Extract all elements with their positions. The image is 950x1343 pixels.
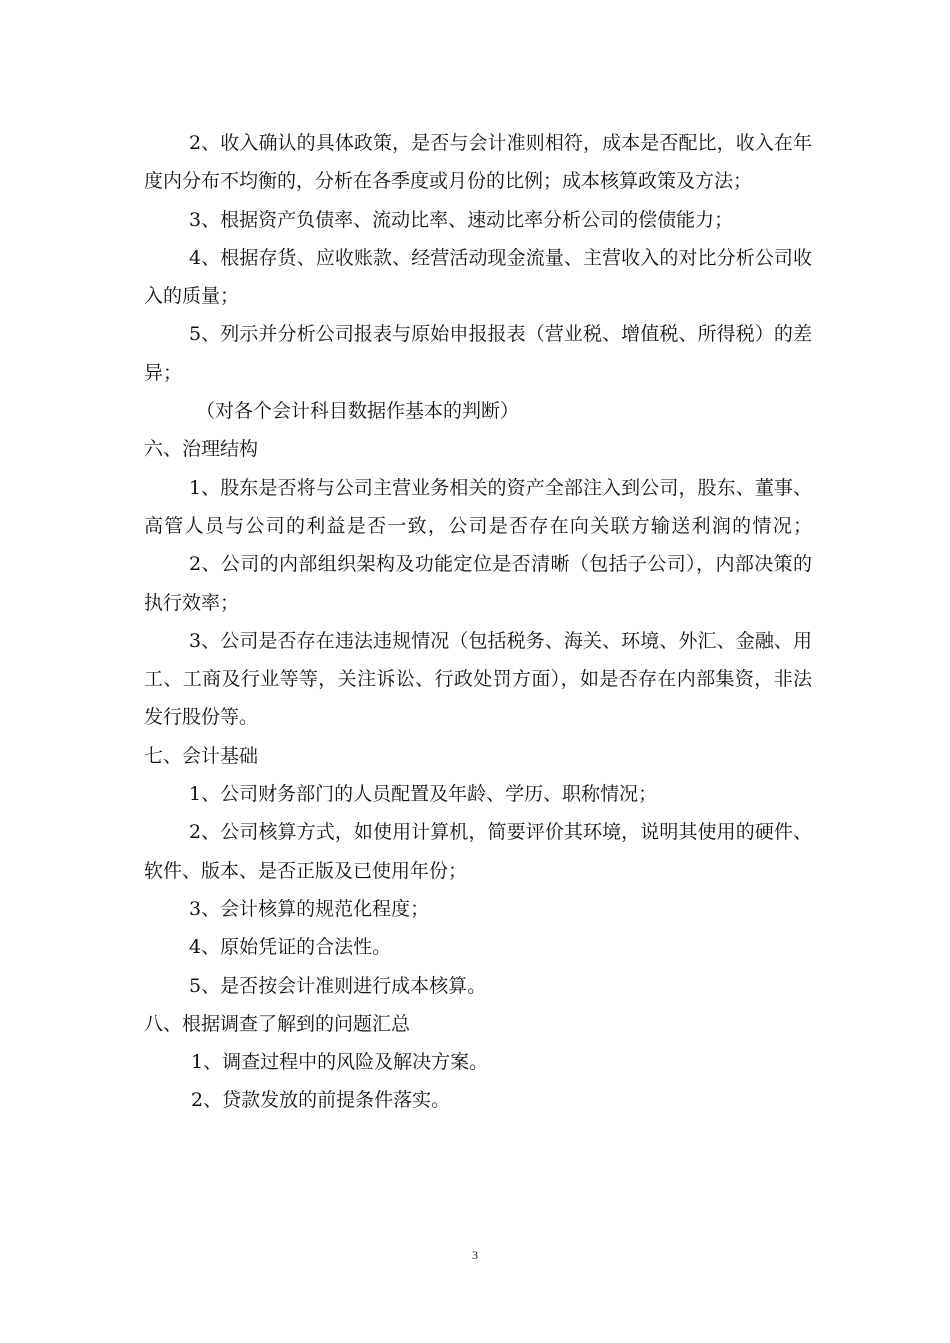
paragraph-line: 入的质量；	[144, 285, 240, 308]
paragraph-line: 1、调查过程中的风险及解决方案。	[191, 1051, 489, 1074]
paragraph-line: 1、公司财务部门的人员配置及年龄、学历、职称情况；	[189, 783, 658, 806]
paragraph-line: 4、原始凭证的合法性。	[189, 936, 392, 959]
page-number: 3	[472, 1248, 478, 1262]
paragraph-line: 5、是否按会计准则进行成本核算。	[189, 974, 487, 997]
paragraph-line: 高管人员与公司的利益是否一致，公司是否存在向关联方输送利润的情况；	[144, 514, 812, 537]
section-heading: 七、会计基础	[144, 744, 259, 767]
paragraph-line: 异；	[144, 361, 183, 384]
paragraph-line: 工、工商及行业等等，关注诉讼、行政处罚方面），如是否存在内部集资，非法	[144, 668, 812, 691]
paragraph-line: 2、公司的内部组织架构及功能定位是否清晰（包括子公司），内部决策的	[189, 553, 812, 576]
paragraph-line: 发行股份等。	[144, 706, 259, 729]
document-body	[144, 124, 812, 1120]
paragraph-line: 4、根据存货、应收账款、经营活动现金流量、主营收入的对比分析公司收	[189, 246, 812, 269]
paragraph-line: 2、收入确认的具体政策，是否与会计准则相符，成本是否配比，收入在年	[189, 132, 812, 154]
paragraph-line: 软件、版本、是否正版及已使用年份；	[144, 859, 468, 882]
paragraph-line: 3、公司是否存在违法违规情况（包括税务、海关、环境、外汇、金融、用	[189, 629, 812, 652]
paragraph-line: 2、贷款发放的前提条件落实。	[191, 1089, 451, 1112]
note-line: （对各个会计科目数据作基本的判断）	[196, 400, 520, 423]
paragraph-line: 1、股东是否将与公司主营业务相关的资产全部注入到公司，股东、董事、	[189, 476, 812, 499]
paragraph-line: 3、根据资产负债率、流动比率、速动比率分析公司的偿债能力；	[189, 208, 734, 231]
section-heading: 八、根据调查了解到的问题汇总	[144, 1012, 411, 1035]
paragraph-line: 2、公司核算方式，如使用计算机，简要评价其环境，说明其使用的硬件、	[189, 821, 812, 844]
paragraph-line: 度内分布不均衡的，分析在各季度或月份的比例；成本核算政策及方法；	[144, 170, 753, 193]
paragraph-line: 5、列示并分析公司报表与原始申报报表（营业税、增值税、所得税）的差	[189, 323, 812, 346]
section-heading: 六、治理结构	[144, 438, 259, 461]
paragraph-line: 执行效率；	[144, 591, 240, 614]
paragraph-line: 3、会计核算的规范化程度；	[189, 897, 430, 920]
